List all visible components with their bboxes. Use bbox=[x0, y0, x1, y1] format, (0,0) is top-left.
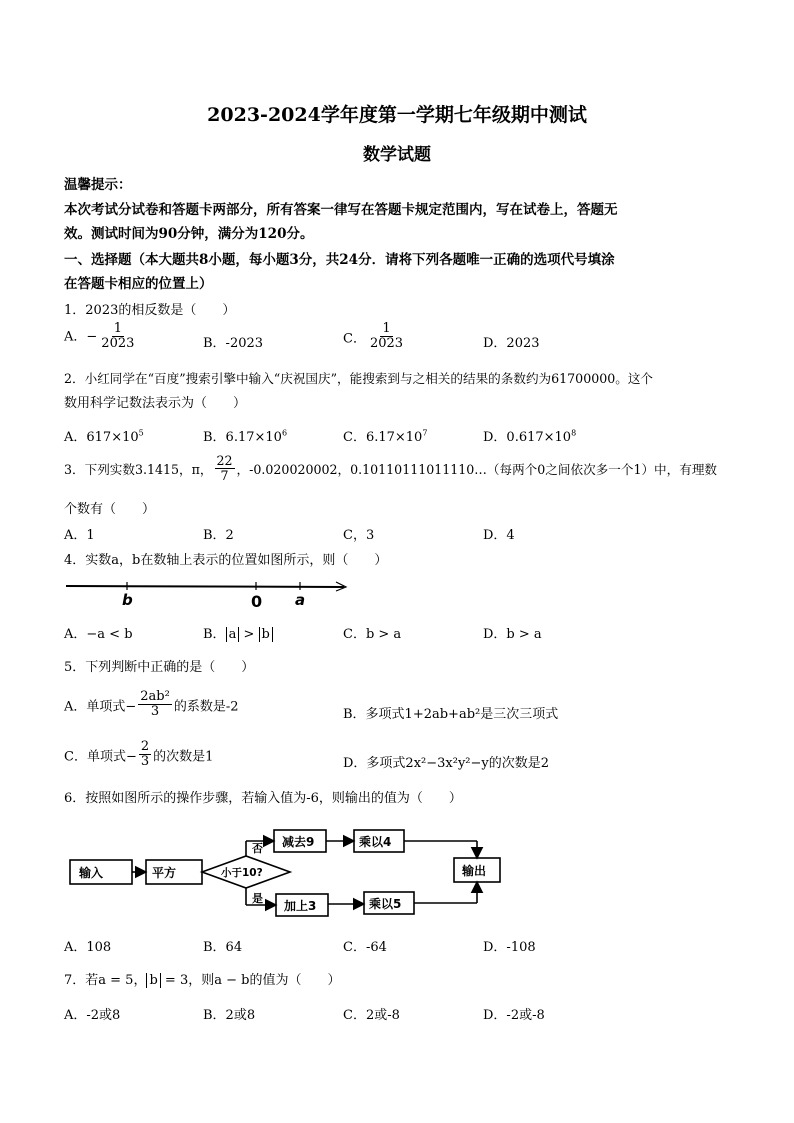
q2-line-1: 2．小红同学在“百度”搜索引擎中输入“庆祝国庆”，能搜索到与之相关的结果的条数约为61700000。这个 bbox=[64, 371, 654, 386]
q1-stem: 1．2023的相反数是（ ） bbox=[64, 303, 236, 318]
page-title: 2023-2024学年度第一学期七年级期中测试 bbox=[207, 104, 587, 126]
q5-option-a: A．单项式− $\frac{\text{2ab²}}{3}$ 的系数是-2 bbox=[64, 689, 239, 720]
tips-label: 温馨提示： bbox=[64, 177, 132, 193]
q3-option-c: C，3 bbox=[343, 528, 375, 543]
q5-option-c: C．单项式− $\frac{2}{3}$ 的次数是1 bbox=[64, 739, 214, 770]
flow-label-input: 输入 bbox=[79, 866, 104, 880]
tips-line-1: 本次考试分试卷和答题卡两部分，所有答案一律写在答题卡规定范围内，写在试卷上，答题无 bbox=[64, 202, 618, 218]
q7-option-d: D．-2或-8 bbox=[483, 1008, 545, 1023]
q6-option-b: B．64 bbox=[203, 940, 243, 955]
flow-label-output: 输出 bbox=[462, 864, 487, 878]
flow-label-plus3: 加上3 bbox=[284, 899, 317, 913]
q6-stem: 6．按照如图所示的操作步骤，若输入值为-6，则输出的值为（ ） bbox=[64, 791, 462, 806]
q2-option-c: C．$6.17\times 10^7$ bbox=[343, 428, 428, 445]
q1-option-b: B．-2023 bbox=[203, 336, 264, 351]
flow-label-minus9: 减去9 bbox=[282, 835, 315, 849]
q7-option-b: B．2或8 bbox=[203, 1008, 256, 1023]
q2-option-b: B．$6.17\times 10^6$ bbox=[203, 428, 288, 445]
q5-option-d: D．多项式2x²−3x²y²−y的次数是2 bbox=[343, 756, 550, 771]
q5-option-b: B．多项式1+2ab+ab²是三次三项式 bbox=[343, 707, 559, 722]
tips-line-2: 效。测试时间为90分钟，满分为120分。 bbox=[64, 226, 314, 242]
q7-option-c: C．2或-8 bbox=[343, 1008, 400, 1023]
q1-option-c: C． $\frac{1}{2023}$ bbox=[343, 321, 404, 352]
number-line bbox=[66, 586, 344, 587]
axis-label-a: a bbox=[295, 591, 306, 609]
q2-line-2: 数用科学记数法表示为（ ） bbox=[64, 396, 247, 411]
q7-stem: 7．若a = 5， b = 3，则a − b的值为（ ） bbox=[64, 973, 341, 988]
flow-label-decision: 小于10? bbox=[221, 867, 263, 879]
q5-stem: 5．下列判断中正确的是（ ） bbox=[64, 660, 255, 675]
q3-option-d: D．4 bbox=[483, 528, 515, 543]
q6-option-a: A．108 bbox=[64, 940, 112, 955]
page-subtitle: 数学试题 bbox=[363, 145, 431, 165]
q6-option-c: C．-64 bbox=[343, 940, 387, 955]
q2-option-a: A．$617\times 10^5$ bbox=[64, 428, 144, 445]
q1-option-a: A．− $\frac{1}{2023}$ bbox=[64, 321, 135, 352]
q4-option-b: B． a > b bbox=[203, 623, 273, 642]
axis-label-zero: 0 bbox=[251, 592, 263, 610]
q3-option-b: B．2 bbox=[203, 528, 234, 543]
q4-option-d: D．b > a bbox=[483, 627, 542, 642]
q2-option-d: D．$0.617\times 10^8$ bbox=[483, 428, 577, 445]
flow-label-yes: 是 bbox=[252, 892, 263, 905]
q4-option-a: A．−a < b bbox=[64, 627, 133, 642]
flow-label-square: 平方 bbox=[152, 866, 177, 880]
axis-label-b: b bbox=[122, 591, 133, 609]
flowchart-figure bbox=[60, 818, 510, 918]
number-line-figure bbox=[60, 574, 360, 610]
flow-label-times4: 乘以4 bbox=[359, 835, 392, 849]
section-1-line-2: 在答题卡相应的位置上） bbox=[64, 276, 213, 292]
q1-option-d: D．2023 bbox=[483, 336, 540, 351]
q3-line-2: 个数有（ ） bbox=[64, 502, 156, 517]
q7-option-a: A．-2或8 bbox=[64, 1008, 121, 1023]
q6-option-d: D．-108 bbox=[483, 940, 536, 955]
q4-stem: 4．实数a，b在数轴上表示的位置如图所示，则（ ） bbox=[64, 553, 388, 568]
flow-label-no: 否 bbox=[252, 842, 263, 855]
section-1-line-1: 一、选择题（本大题共8小题，每小题3分，共24分．请将下列各题唯一正确的选项代号填涂 bbox=[64, 252, 615, 268]
q3-line-1: 3．下列实数3.1415，π， $\frac{22}{7}$ ，-0.020020002，0.10110111011110…（每两个0之间依次多一个1）中，有理数 bbox=[64, 453, 718, 483]
q3-option-a: A．1 bbox=[64, 528, 95, 543]
q4-option-c: C．b > a bbox=[343, 627, 402, 642]
flow-label-times5: 乘以5 bbox=[369, 897, 402, 911]
